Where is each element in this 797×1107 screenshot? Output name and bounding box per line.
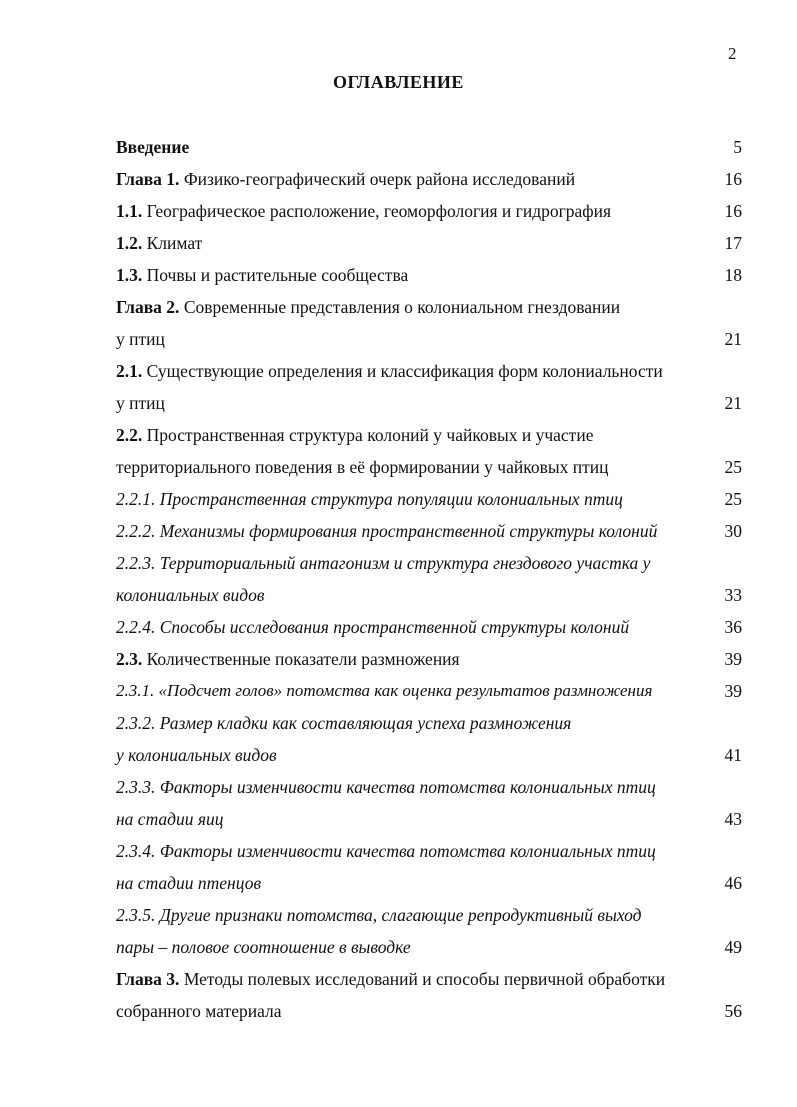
toc-entry-label: Количественные показатели размножения — [142, 649, 460, 669]
toc-entry-2-3-1[interactable]: 2.3.1. «Подсчет голов» потомства как оценка результатов размножения — [116, 681, 653, 700]
toc-entry-2-3-3[interactable]: 2.3.3. Факторы изменчивости качества потомства колониальных птиц — [116, 777, 656, 797]
toc-entry-continuation: колониальных видов — [116, 585, 265, 605]
toc-entry-prefix: 2.2. — [116, 425, 143, 445]
toc-entry-2-3[interactable] — [116, 648, 460, 670]
toc-entry-continuation: у колониальных видов — [116, 745, 277, 765]
toc-entry-prefix: Глава 3. — [116, 969, 180, 989]
toc-page-number: 25 — [724, 489, 742, 509]
toc-page-number: 25 — [724, 457, 742, 477]
toc-entry-label: Географическое расположение, геоморфология и гидрография — [142, 201, 612, 221]
toc-entry-prefix: 2.3. — [116, 649, 143, 669]
toc-page-number: 5 — [733, 137, 742, 157]
toc-page-number: 33 — [724, 585, 742, 605]
toc-entry-prefix: Глава 1. — [116, 169, 180, 189]
toc-page-number: 30 — [724, 521, 742, 541]
toc-entry-1-1[interactable] — [116, 200, 611, 222]
toc-page-number: 39 — [724, 681, 742, 701]
toc-entry-chapter-1[interactable] — [116, 168, 575, 190]
toc-entry-prefix: 2.1. — [116, 361, 143, 381]
toc-entry-2-2[interactable] — [116, 424, 593, 446]
toc-page-number: 16 — [724, 201, 742, 221]
toc-page-number: 41 — [724, 745, 742, 765]
toc-entry-continuation: собранного материала — [116, 1001, 282, 1021]
toc-entry-label: Существующие определения и классификация форм колониальности — [142, 361, 663, 381]
toc-entry-label: Физико-географический очерк района исследований — [179, 169, 576, 189]
toc-entry-2-3-5[interactable]: 2.3.5. Другие признаки потомства, слагающие репродуктивный выход — [116, 905, 642, 925]
toc-page-number: 17 — [724, 233, 742, 253]
toc-page-number: 21 — [724, 329, 742, 349]
toc-entry-prefix: 1.1. — [116, 201, 143, 221]
toc-entry-continuation: на стадии птенцов — [116, 873, 262, 893]
toc-entry-continuation: на стадии яиц — [116, 809, 224, 829]
toc-entry-continuation: пары – половое соотношение в выводке — [116, 937, 411, 957]
toc-entry-2-1[interactable] — [116, 360, 663, 382]
toc-entry-prefix: Глава 2. — [116, 297, 180, 317]
toc-entry-continuation: территориального поведения в её формировании у чайковых птиц — [116, 457, 609, 477]
toc-entry-label: Введение — [116, 137, 190, 157]
toc-entry-chapter-2[interactable] — [116, 296, 620, 318]
toc-entry-label: Пространственная структура колоний у чайковых и участие — [142, 425, 594, 445]
toc-entry-2-2-3[interactable]: 2.2.3. Территориальный антагонизм и структура гнездового участка у — [116, 553, 651, 573]
toc-entry-prefix: 1.3. — [116, 265, 143, 285]
toc-entry-1-2[interactable] — [116, 232, 202, 254]
toc-entry-continuation: у птиц — [116, 393, 165, 413]
toc-page-number: 49 — [724, 937, 742, 957]
toc-page-number: 16 — [724, 169, 742, 189]
toc-entry-intro[interactable] — [116, 136, 189, 158]
toc-page-number: 36 — [724, 617, 742, 637]
toc-entry-2-2-2[interactable]: 2.2.2. Механизмы формирования пространственной структуры колоний — [116, 521, 658, 541]
toc-entry-2-3-2[interactable]: 2.3.2. Размер кладки как составляющая успеха размножения — [116, 713, 572, 733]
toc-page-number: 43 — [724, 809, 742, 829]
toc-page-number: 56 — [724, 1001, 742, 1021]
toc-page-number: 46 — [724, 873, 742, 893]
toc-entry-continuation: у птиц — [116, 329, 165, 349]
toc-page-number: 18 — [724, 265, 742, 285]
toc-entry-prefix: 1.2. — [116, 233, 143, 253]
toc-entry-2-2-1[interactable]: 2.2.1. Пространственная структура популяции колониальных птиц — [116, 489, 623, 509]
toc-entry-label: Климат — [142, 233, 203, 253]
page-title: ОГЛАВЛЕНИЕ — [333, 72, 464, 92]
toc-entry-chapter-3[interactable] — [116, 968, 665, 990]
toc-entry-label: Почвы и растительные сообщества — [142, 265, 409, 285]
toc-entry-2-3-4[interactable]: 2.3.4. Факторы изменчивости качества потомства колониальных птиц — [116, 841, 656, 861]
toc-entry-1-3[interactable] — [116, 264, 408, 286]
toc-entry-label: Современные представления о колониальном гнездовании — [179, 297, 621, 317]
toc-page-number: 21 — [724, 393, 742, 413]
toc-entry-2-2-4[interactable]: 2.2.4. Способы исследования пространственной структуры колоний — [116, 617, 630, 637]
toc-page-number: 39 — [724, 649, 742, 669]
page-number: 2 — [728, 44, 737, 63]
toc-entry-label: Методы полевых исследований и способы первичной обработки — [179, 969, 666, 989]
